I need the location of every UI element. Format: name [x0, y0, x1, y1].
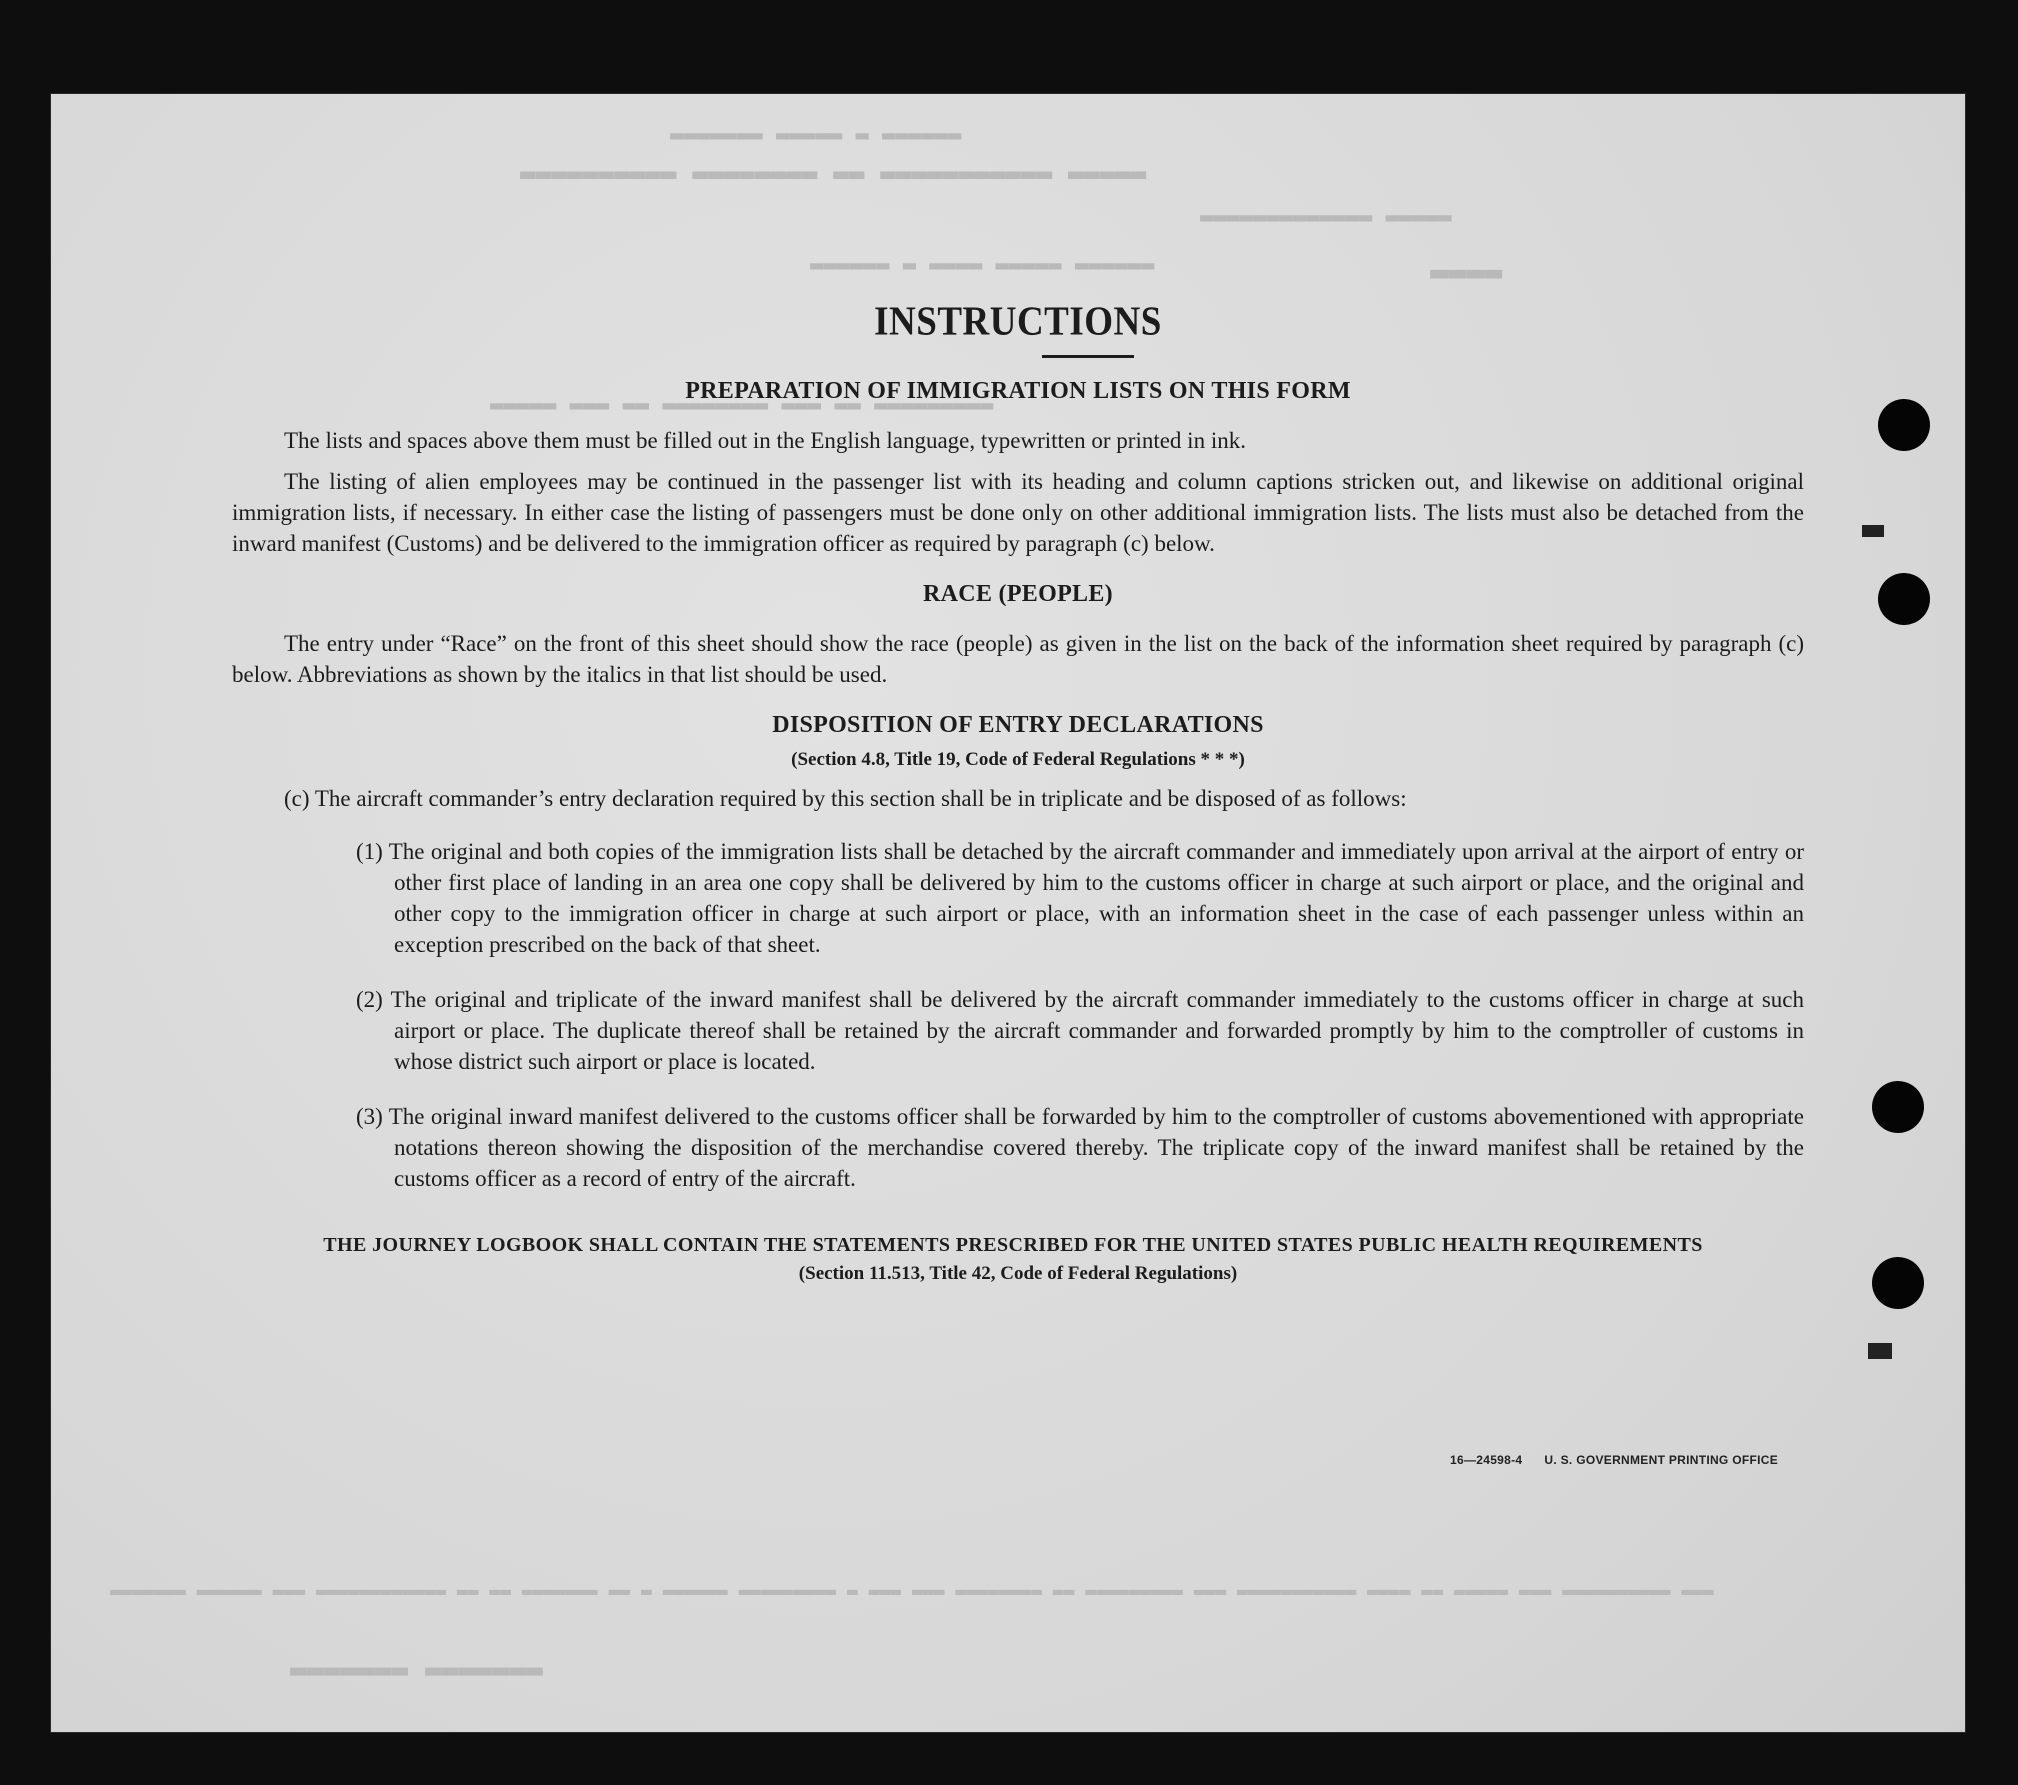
- title-rule: [1042, 355, 1134, 358]
- punch-hole: [1878, 573, 1930, 625]
- ink-mark: [1862, 525, 1884, 537]
- section-citation: (Section 4.8, Title 19, Code of Federal Regulations * * *): [791, 749, 1245, 770]
- bleed-through: ▬▬▬ ▬▬▬▬▬▬▬▬▬▬ ▬▬▬ ▬▬▬▬▬ ▬▬ ▬▬▬▬ ▬▬▬▬▬▬▬▬▬▬▬ ▬▬▬ ▬▬▬▬▬▬▬▬▬ ▬▬ ▬▬▬▬▬▬▬▬ ▬▬▬ ▬▬▬ ▬ ▬▬▬▬▬▬▬▬▬ ▬▬▬▬▬▬ ▬ ▬▬ ▬▬▬▬▬▬▬ ▬▬ ▬▬ ▬▬▬▬▬▬▬▬▬▬▬▬ ▬▬▬ ▬▬▬▬▬▬ ▬▬▬▬▬▬▬: [110, 1581, 1714, 1602]
- bleed-through: ▬▬▬▬▬▬▬▬▬ ▬▬ ▬▬▬ ▬▬▬▬▬▬▬▬ ▬▬ ▬▬▬ ▬▬▬▬▬: [490, 393, 994, 418]
- health-requirements-statement: THE JOURNEY LOGBOOK SHALL CONTAIN THE STATEMENTS PRESCRIBED FOR THE UNITED STATES PUBLIC HEALTH REQUIREMENTS: [323, 1234, 1703, 1256]
- section-heading-preparation: PREPARATION OF IMMIGRATION LISTS ON THIS FORM: [685, 378, 1351, 404]
- list-item: (2) The original and triplicate of the inward manifest shall be delivered by the aircraft commander immediately to the customs officer in charge at such airport or place. The duplicate thereof shall be retained by the aircraft commander and forwarded promptly by him to the comptroller of customs in whose district such airport or place is located.: [356, 987, 1804, 1074]
- paragraph: The listing of alien employees may be continued in the passenger list with its heading and column captions stricken out, and likewise on additional original immigration lists, if necessary. In either case the listing of passengers must be done only on other additional immigration lists. The lists must also be detached from the inward manifest (Customs) and be delivered to the immigration officer as required by paragraph (c) below.: [232, 469, 1804, 556]
- instructions-content: [232, 300, 1804, 1285]
- bleed-through: ▬▬▬▬▬ ▬▬▬▬▬▬▬▬▬▬▬ ▬▬ ▬▬▬▬▬▬▬▬ ▬▬▬▬▬▬▬▬▬▬: [520, 159, 1147, 189]
- bleed-through: ▬▬▬▬▬ ▬▬▬▬▬▬▬▬▬▬▬▬▬: [1200, 205, 1452, 230]
- bleed-through: ▬▬▬▬: [1430, 255, 1503, 290]
- ink-mark: [1868, 1343, 1892, 1359]
- section-heading-disposition: DISPOSITION OF ENTRY DECLARATIONS: [772, 712, 1264, 738]
- bleed-through: ▬▬▬▬▬▬▬ ▬▬▬▬▬▬▬: [290, 1653, 543, 1686]
- section-preparation: [232, 425, 1804, 559]
- punch-hole: [1872, 1257, 1924, 1309]
- paragraph: The entry under “Race” on the front of this sheet should show the race (people) as given in the list on the back of the information sheet required by paragraph (c) below. Abbreviations as shown by the italics in that list should be used.: [232, 631, 1804, 687]
- printer-name: U. S. GOVERNMENT PRINTING OFFICE: [1544, 1453, 1778, 1467]
- bleed-through: ▬▬▬▬▬▬ ▬▬▬▬▬ ▬▬▬▬ ▬ ▬▬▬▬▬▬: [810, 253, 1155, 278]
- page-title: INSTRUCTIONS: [874, 298, 1162, 345]
- health-requirements-citation: (Section 11.513, Title 42, Code of Federal Regulations): [798, 1263, 1238, 1284]
- print-code: 16—24598-4: [1450, 1453, 1523, 1467]
- punch-hole: [1878, 399, 1930, 451]
- paragraph: The lists and spaces above them must be filled out in the English language, typewritten or printed in ink.: [284, 428, 1246, 453]
- list-item: (1) The original and both copies of the immigration lists shall be detached by the aircraft commander and immediately upon arrival at the airport of entry or other first place of landing in an area one copy shall be delivered by him to the customs officer in charge at such airport or place, and the original and other copy to the immigration officer in charge at such airport or place, with an information sheet in the case of each passenger unless within an exception prescribed on the back of that sheet.: [356, 839, 1804, 957]
- punch-hole: [1872, 1081, 1924, 1133]
- printing-office-imprint: [1450, 1453, 1778, 1467]
- lead-paragraph: (c) The aircraft commander’s entry declaration required by this section shall be in triplicate and be disposed of as follows:: [284, 786, 1407, 811]
- list-item: (3) The original inward manifest delivered to the customs officer shall be forwarded by him to the comptroller of customs abovementioned with appropriate notations thereon showing the disposition of the merchandise covered thereby. The triplicate copy of the inward manifest shall be retained by the customs officer as a record of entry of the aircraft.: [356, 1104, 1804, 1191]
- bleed-through: ▬▬▬▬▬▬ ▬ ▬▬▬▬▬ ▬▬▬▬▬▬▬: [670, 123, 962, 148]
- section-race: [232, 628, 1804, 690]
- section-heading-race: RACE (PEOPLE): [923, 581, 1113, 607]
